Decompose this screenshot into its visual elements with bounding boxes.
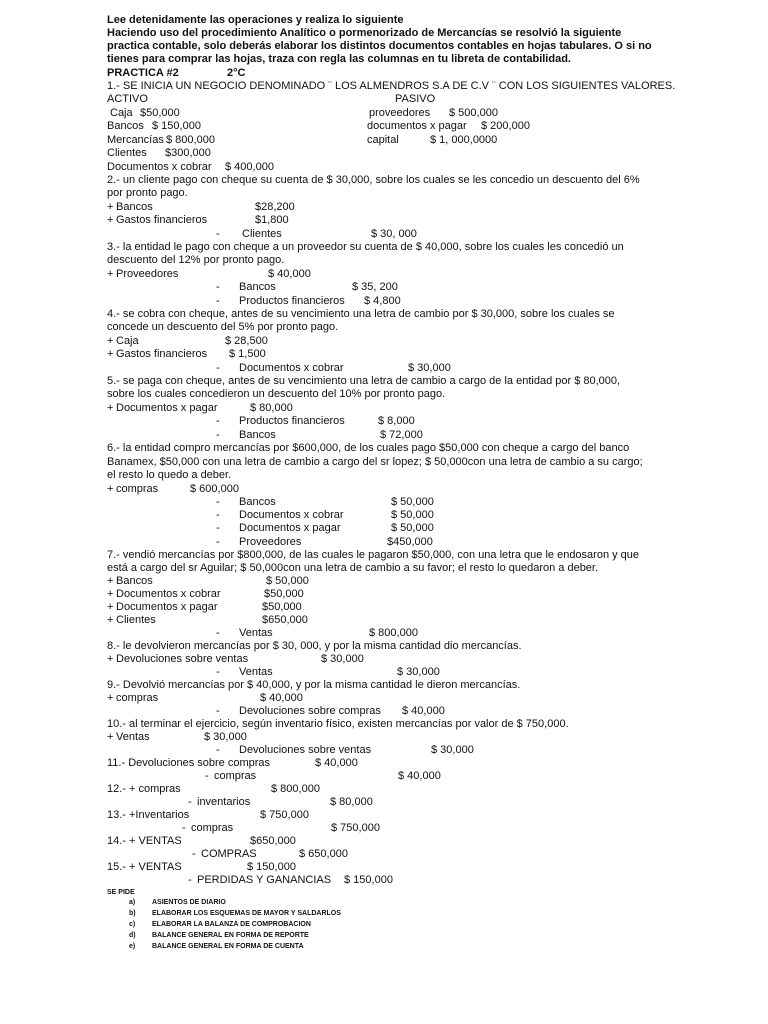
op-text: 9.- Devolvió mercancías por $ 40,000, y por la misma cantidad le dieron mercancías.: [107, 679, 521, 691]
entry-amount: $450,000: [387, 536, 433, 548]
entry-amount: $ 50,000: [266, 575, 309, 587]
entry-sign: +: [107, 402, 114, 414]
entry-amount: $ 30,000: [431, 744, 474, 756]
entry-amount: $ 30,000: [397, 666, 440, 678]
entry-sign: +: [107, 692, 114, 704]
entry-name: compras: [214, 770, 257, 782]
entry-sign: -: [216, 522, 220, 534]
entry-amount: $ 30,000: [321, 653, 364, 665]
entry-amount: $ 750,000: [260, 809, 309, 821]
entry-amount: $ 28,500: [225, 335, 268, 347]
pasivo-name: capital: [367, 134, 399, 146]
requirement-letter: c): [129, 921, 136, 928]
entry-amount: $ 30, 000: [371, 228, 417, 240]
entry-amount: $ 35, 200: [352, 281, 398, 293]
entry-sign: -: [216, 536, 220, 548]
op-text: 12.- + compras: [107, 783, 181, 795]
activo-name: Clientes: [107, 147, 147, 159]
entry-amount: $ 800,000: [369, 627, 418, 639]
pasivo-name: proveedores: [369, 107, 431, 119]
entry-name: Clientes: [116, 614, 156, 626]
entry-name: Devoluciones sobre ventas: [116, 653, 249, 665]
requirement-text: ASIENTOS DE DIARIO: [152, 899, 226, 906]
entry-name: inventarios: [197, 796, 251, 808]
requirement-letter: b): [129, 910, 136, 917]
entry-amount: $ 80,000: [330, 796, 373, 808]
entry-sign: -: [216, 362, 220, 374]
op-text: 4.- se cobra con cheque, antes de su vencimiento una letra de cambio por $ 30,000, sobre los cuales se: [107, 308, 615, 320]
requirements-label: SE PIDE: [107, 889, 135, 896]
requirement-letter: a): [129, 899, 136, 906]
entry-sign: -: [182, 822, 186, 834]
entry-name: Proveedores: [239, 536, 302, 548]
entry-amount: $ 72,000: [380, 429, 423, 441]
entry-name: Gastos financieros: [116, 214, 208, 226]
entry-sign: -: [216, 705, 220, 717]
pasivo-name: documentos x pagar: [367, 120, 467, 132]
activo-amount: $300,000: [165, 147, 211, 159]
requirement-text: BALANCE GENERAL EN FORMA DE REPORTE: [152, 932, 309, 939]
entry-name: Devoluciones sobre compras: [239, 705, 381, 717]
entry-amount: $ 150,000: [247, 861, 296, 873]
entry-amount: $ 50,000: [391, 496, 434, 508]
entry-name: Ventas: [239, 627, 273, 639]
entry-sign: -: [216, 509, 220, 521]
entry-name: compras: [116, 483, 159, 495]
op-text: 15.- + VENTAS: [107, 861, 182, 873]
entry-name: Gastos financieros: [116, 348, 208, 360]
entry-amount: $ 40,000: [268, 268, 311, 280]
intro-line-2: Haciendo uso del procedimiento Analítico o pormenorizado de Mercancías se resolvió la siguiente: [107, 27, 622, 39]
entry-name: Clientes: [242, 228, 282, 240]
op-text: 2.- un cliente pago con cheque su cuenta de $ 30,000, sobre los cuales se les concedio un descuento del 6%: [107, 174, 640, 186]
entry-amount: $ 40,000: [260, 692, 303, 704]
entry-sign: -: [216, 429, 220, 441]
entry-amount: $ 40,000: [315, 757, 358, 769]
activo-name: Caja: [110, 107, 133, 119]
entry-name: Proveedores: [116, 268, 179, 280]
entry-name: Caja: [116, 335, 139, 347]
op-text: Banamex, $50,000 con una letra de cambio a cargo del sr lopez; $ 50,000con una letra de cambio a su cargo;: [107, 456, 643, 468]
entry-name: Documentos x cobrar: [239, 509, 344, 521]
entry-sign: -: [192, 848, 196, 860]
op-text: 6.- la entidad compro mercancías por $600,000, de los cuales pago $50,000 con cheque a cargo del banco: [107, 442, 630, 454]
pasivo-label: PASIVO: [395, 93, 436, 105]
entry-amount: $ 600,000: [190, 483, 239, 495]
entry-sign: +: [107, 335, 114, 347]
entry-sign: -: [216, 228, 220, 240]
activo-amount: $ 150,000: [152, 120, 201, 132]
op-text: está a cargo del sr Aguilar; $ 50,000con una letra de cambio a su favor; el resto lo quedaron a deber.: [107, 562, 599, 574]
entry-amount: $ 4,800: [364, 295, 401, 307]
entry-sign: -: [188, 796, 192, 808]
requirement-text: ELABORAR LA BALANZA DE COMPROBACION: [152, 921, 311, 928]
entry-sign: +: [107, 731, 114, 743]
activo-label: ACTIVO: [107, 93, 148, 105]
entry-amount: $ 750,000: [331, 822, 380, 834]
entry-sign: +: [107, 653, 114, 665]
op-text: 3.- la entidad le pago con cheque a un proveedor su cuenta de $ 40,000, sobre los cuales les concedió un: [107, 241, 624, 253]
entry-name: Bancos: [239, 496, 276, 508]
entry-sign: -: [216, 744, 220, 756]
entry-sign: -: [188, 874, 192, 886]
op-text: 7.- vendió mercancías por $800,000, de las cuales le pagaron $50,000, con una letra que le endosaron y que: [107, 549, 640, 561]
entry-name: PERDIDAS Y GANANCIAS: [197, 874, 332, 886]
entry-sign: +: [107, 483, 114, 495]
entry-amount: $650,000: [250, 835, 296, 847]
pasivo-amount: $ 500,000: [449, 107, 498, 119]
entry-name: Productos financieros: [239, 295, 345, 307]
entry-amount: $ 1,500: [229, 348, 266, 360]
entry-sign: -: [216, 627, 220, 639]
op-text: el resto lo quedo a deber.: [107, 469, 232, 481]
entry-name: COMPRAS: [201, 848, 257, 860]
entry-sign: -: [216, 666, 220, 678]
pasivo-amount: $ 1, 000,0000: [430, 134, 498, 146]
entry-amount: $50,000: [262, 601, 302, 613]
entry-name: Documentos x pagar: [116, 402, 218, 414]
op-text: 14.- + VENTAS: [107, 835, 182, 847]
entry-amount: $ 800,000: [271, 783, 320, 795]
activo-amount: $ 400,000: [225, 161, 274, 173]
entry-name: Documentos x pagar: [239, 522, 341, 534]
entry-name: Bancos: [116, 201, 153, 213]
activo-name: Bancos: [107, 120, 144, 132]
requirement-letter: d): [129, 932, 136, 939]
entry-amount: $ 30,000: [204, 731, 247, 743]
entry-sign: +: [107, 201, 114, 213]
op-text: sobre los cuales concedieron un descuento del 10% por pronto pago.: [107, 388, 446, 400]
entry-amount: $ 650,000: [299, 848, 348, 860]
practice-group: 2°C: [227, 67, 246, 79]
requirement-text: BALANCE GENERAL EN FORMA DE CUENTA: [152, 943, 304, 950]
entry-amount: $ 8,000: [378, 415, 415, 427]
entry-name: Documentos x pagar: [116, 601, 218, 613]
practice-title: PRACTICA #2: [107, 67, 179, 79]
entry-sign: +: [107, 268, 114, 280]
entry-amount: $ 40,000: [402, 705, 445, 717]
entry-sign: +: [107, 348, 114, 360]
entry-sign: +: [107, 614, 114, 626]
activo-name: Mercancías: [107, 134, 164, 146]
entry-amount: $ 50,000: [391, 509, 434, 521]
activo-name: Documentos x cobrar: [107, 161, 212, 173]
op-text: 13.- +Inventarios: [107, 809, 190, 821]
entry-sign: -: [205, 770, 209, 782]
entry-amount: $ 50,000: [391, 522, 434, 534]
entry-name: compras: [116, 692, 159, 704]
entry-sign: -: [216, 281, 220, 293]
entry-amount: $1,800: [255, 214, 289, 226]
entry-name: compras: [191, 822, 234, 834]
entry-amount: $ 80,000: [250, 402, 293, 414]
op-text: 8.- le devolvieron mercancías por $ 30, 000, y por la misma cantidad dio mercancías.: [107, 640, 522, 652]
activo-amount: $ 800,000: [166, 134, 215, 146]
requirement-letter: e): [129, 943, 136, 950]
op-text: 10.- al terminar el ejercicio, según inventario físico, existen mercancías por valor de $ 750,000.: [107, 718, 569, 730]
requirement-text: ELABORAR LOS ESQUEMAS DE MAYOR Y SALDARLOS: [152, 910, 341, 917]
pasivo-amount: $ 200,000: [481, 120, 530, 132]
op-text: 5.- se paga con cheque, antes de su vencimiento una letra de cambio a cargo de la entidad por $ 80,000,: [107, 375, 621, 387]
entry-sign: -: [216, 496, 220, 508]
op-text: 11.- Devoluciones sobre compras: [107, 757, 271, 769]
entry-name: Productos financieros: [239, 415, 345, 427]
entry-amount: $ 150,000: [344, 874, 393, 886]
entry-name: Devoluciones sobre ventas: [239, 744, 372, 756]
activo-amount: $50,000: [140, 107, 180, 119]
entry-sign: -: [216, 415, 220, 427]
entry-name: Documentos x cobrar: [239, 362, 344, 374]
op-text: por pronto pago.: [107, 187, 188, 199]
entry-amount: $28,200: [255, 201, 295, 213]
entry-sign: -: [216, 295, 220, 307]
entry-name: Bancos: [239, 429, 276, 441]
intro-line-3: practica contable, solo deberás elaborar los distintos documentos contables en hojas tabulares. O si no: [107, 40, 652, 52]
entry-sign: +: [107, 601, 114, 613]
entry-name: Documentos x cobrar: [116, 588, 221, 600]
intro-line-1: Lee detenidamente las operaciones y realiza lo siguiente: [107, 14, 404, 26]
intro-line-4: tienes para comprar las hojas, traza con regla las columnas en tu libreta de contabilidad.: [107, 53, 571, 65]
entry-amount: $50,000: [264, 588, 304, 600]
entry-sign: +: [107, 214, 114, 226]
op-text: concede un descuento del 5% por pronto pago.: [107, 321, 339, 333]
entry-name: Ventas: [116, 731, 150, 743]
entry-amount: $ 40,000: [398, 770, 441, 782]
op-text: descuento del 12% por pronto pago.: [107, 254, 285, 266]
op1-text: 1.- SE INICIA UN NEGOCIO DENOMINADO ¨ LOS ALMENDROS S.A DE C.V ¨ CON LOS SIGUIENTES VALORES.: [107, 80, 676, 92]
entry-amount: $650,000: [262, 614, 308, 626]
entry-name: Ventas: [239, 666, 273, 678]
entry-sign: +: [107, 588, 114, 600]
entry-amount: $ 30,000: [408, 362, 451, 374]
entry-name: Bancos: [239, 281, 276, 293]
entry-name: Bancos: [116, 575, 153, 587]
entry-sign: +: [107, 575, 114, 587]
